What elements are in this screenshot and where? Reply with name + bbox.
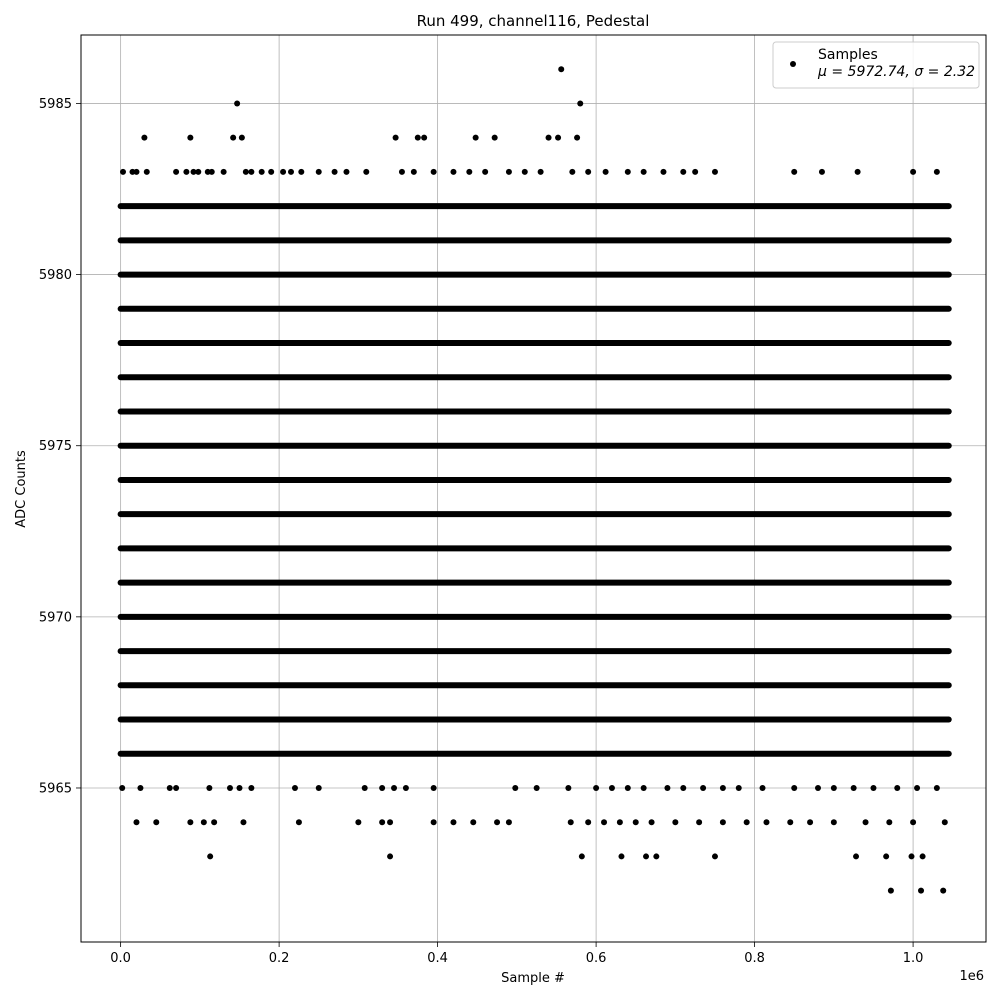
sample-point (207, 853, 213, 859)
sample-point (379, 785, 385, 791)
sample-point (565, 785, 571, 791)
sample-point (883, 853, 889, 859)
sample-point (940, 888, 946, 894)
sample-point (421, 135, 427, 141)
sample-point (909, 853, 915, 859)
sample-point (617, 819, 623, 825)
sample-point (450, 169, 456, 175)
sample-point (660, 169, 666, 175)
sample-point (760, 785, 766, 791)
sample-point (815, 785, 821, 791)
sample-point (239, 135, 245, 141)
sample-point (664, 785, 670, 791)
y-tick-label: 5980 (38, 268, 72, 284)
sample-point (763, 819, 769, 825)
sample-point (870, 785, 876, 791)
sample-point (585, 819, 591, 825)
sample-point (720, 785, 726, 791)
sample-point (379, 819, 385, 825)
sample-point (248, 169, 254, 175)
sample-point (910, 169, 916, 175)
sample-point (362, 785, 368, 791)
sample-point (211, 819, 217, 825)
sample-point (227, 785, 233, 791)
sample-point (692, 169, 698, 175)
sample-point (894, 785, 900, 791)
sample-point (914, 785, 920, 791)
sample-point (787, 819, 793, 825)
sample-point (574, 135, 580, 141)
sample-point (585, 169, 591, 175)
sample-point (494, 819, 500, 825)
sample-point (555, 135, 561, 141)
sample-point (863, 819, 869, 825)
sample-point (195, 169, 201, 175)
sample-point (601, 819, 607, 825)
sample-point (133, 169, 139, 175)
sample-point (672, 819, 678, 825)
y-tick-label: 5985 (38, 96, 72, 112)
sample-point (569, 169, 575, 175)
sample-point (736, 785, 742, 791)
sample-point (120, 169, 126, 175)
sample-point (618, 853, 624, 859)
sample-point (296, 819, 302, 825)
sample-point (431, 169, 437, 175)
sample-point (696, 819, 702, 825)
x-axis-label: Sample # (501, 971, 565, 986)
sample-point (649, 819, 655, 825)
sample-point (680, 785, 686, 791)
sample-point (431, 785, 437, 791)
sample-point (851, 785, 857, 791)
sample-point (268, 169, 274, 175)
sample-point (187, 819, 193, 825)
y-axis-label: ADC Counts (14, 450, 29, 528)
sample-point (230, 135, 236, 141)
sample-point (625, 785, 631, 791)
sample-point (236, 785, 242, 791)
sample-point (831, 819, 837, 825)
sample-point (167, 785, 173, 791)
sample-point (173, 169, 179, 175)
sample-point (133, 819, 139, 825)
sample-point (183, 169, 189, 175)
sample-point (201, 819, 207, 825)
sample-point (415, 135, 421, 141)
sample-point (534, 785, 540, 791)
sample-point (411, 169, 417, 175)
sample-point (653, 853, 659, 859)
x-tick-label: 0.4 (427, 951, 448, 966)
sample-point (243, 169, 249, 175)
sample-point (316, 785, 322, 791)
sample-point (791, 169, 797, 175)
chart-title: Run 499, channel116, Pedestal (416, 12, 650, 30)
x-tick-label: 0.2 (268, 951, 290, 966)
sample-point (466, 169, 472, 175)
sample-point (399, 169, 405, 175)
sample-point (641, 169, 647, 175)
sample-point (173, 785, 179, 791)
sample-point (888, 888, 894, 894)
sample-point (593, 785, 599, 791)
sample-point (391, 785, 397, 791)
sample-point (934, 785, 940, 791)
sample-point (316, 169, 322, 175)
sample-point (807, 819, 813, 825)
sample-point (280, 169, 286, 175)
sample-point (712, 169, 718, 175)
sample-point (910, 819, 916, 825)
sample-point (482, 169, 488, 175)
sample-point (512, 785, 518, 791)
y-tick-label: 5975 (38, 439, 72, 455)
sample-point (920, 853, 926, 859)
sample-point (506, 169, 512, 175)
sample-point (431, 819, 437, 825)
legend-entry-samples: Samples (818, 47, 878, 63)
sample-point (234, 100, 240, 106)
sample-point (633, 819, 639, 825)
sample-point (625, 169, 631, 175)
x-tick-label: 1.0 (902, 951, 924, 966)
sample-point (153, 819, 159, 825)
x-tick-label: 0.0 (110, 951, 131, 966)
sample-point (492, 135, 498, 141)
sample-point (744, 819, 750, 825)
sample-point (886, 819, 892, 825)
sample-point (942, 819, 948, 825)
sample-point (137, 785, 143, 791)
y-tick-label: 5970 (38, 610, 72, 626)
sample-point (579, 853, 585, 859)
legend-marker (790, 61, 796, 67)
sample-point (643, 853, 649, 859)
sample-point (209, 169, 215, 175)
sample-point (546, 135, 552, 141)
sample-point (522, 169, 528, 175)
sample-point (700, 785, 706, 791)
sample-point (393, 135, 399, 141)
sample-point (603, 169, 609, 175)
x-axis-offset-label: 1e6 (959, 969, 984, 984)
sample-point (343, 169, 349, 175)
sample-point (934, 169, 940, 175)
sample-point (918, 888, 924, 894)
sample-point (577, 100, 583, 106)
sample-point (506, 819, 512, 825)
sample-point (259, 169, 265, 175)
sample-point (791, 785, 797, 791)
sample-point (473, 135, 479, 141)
y-tick-label: 5965 (38, 781, 72, 797)
legend (773, 42, 979, 88)
sample-point (387, 853, 393, 859)
sample-point (298, 169, 304, 175)
sample-point (355, 819, 361, 825)
sample-point (609, 785, 615, 791)
sample-point (558, 66, 564, 72)
sample-point (680, 169, 686, 175)
sample-point (712, 853, 718, 859)
sample-point (831, 785, 837, 791)
sample-point (819, 169, 825, 175)
sample-point (332, 169, 338, 175)
sample-point (720, 819, 726, 825)
legend-entry-stats: μ = 5972.74, σ = 2.32 (818, 64, 976, 80)
sample-point (119, 785, 125, 791)
sample-point (206, 785, 212, 791)
sample-point (855, 169, 861, 175)
sample-point (248, 785, 254, 791)
sample-point (853, 853, 859, 859)
sample-point (470, 819, 476, 825)
sample-point (240, 819, 246, 825)
sample-point (387, 819, 393, 825)
sample-point (144, 169, 150, 175)
sample-point (288, 169, 294, 175)
sample-point (292, 785, 298, 791)
sample-point (568, 819, 574, 825)
sample-point (641, 785, 647, 791)
sample-point (403, 785, 409, 791)
sample-point (187, 135, 193, 141)
sample-point (538, 169, 544, 175)
x-tick-label: 0.6 (585, 951, 607, 966)
x-tick-label: 0.8 (744, 951, 765, 966)
sample-point (450, 819, 456, 825)
sample-point (221, 169, 227, 175)
sample-point (141, 135, 147, 141)
sample-point (363, 169, 369, 175)
